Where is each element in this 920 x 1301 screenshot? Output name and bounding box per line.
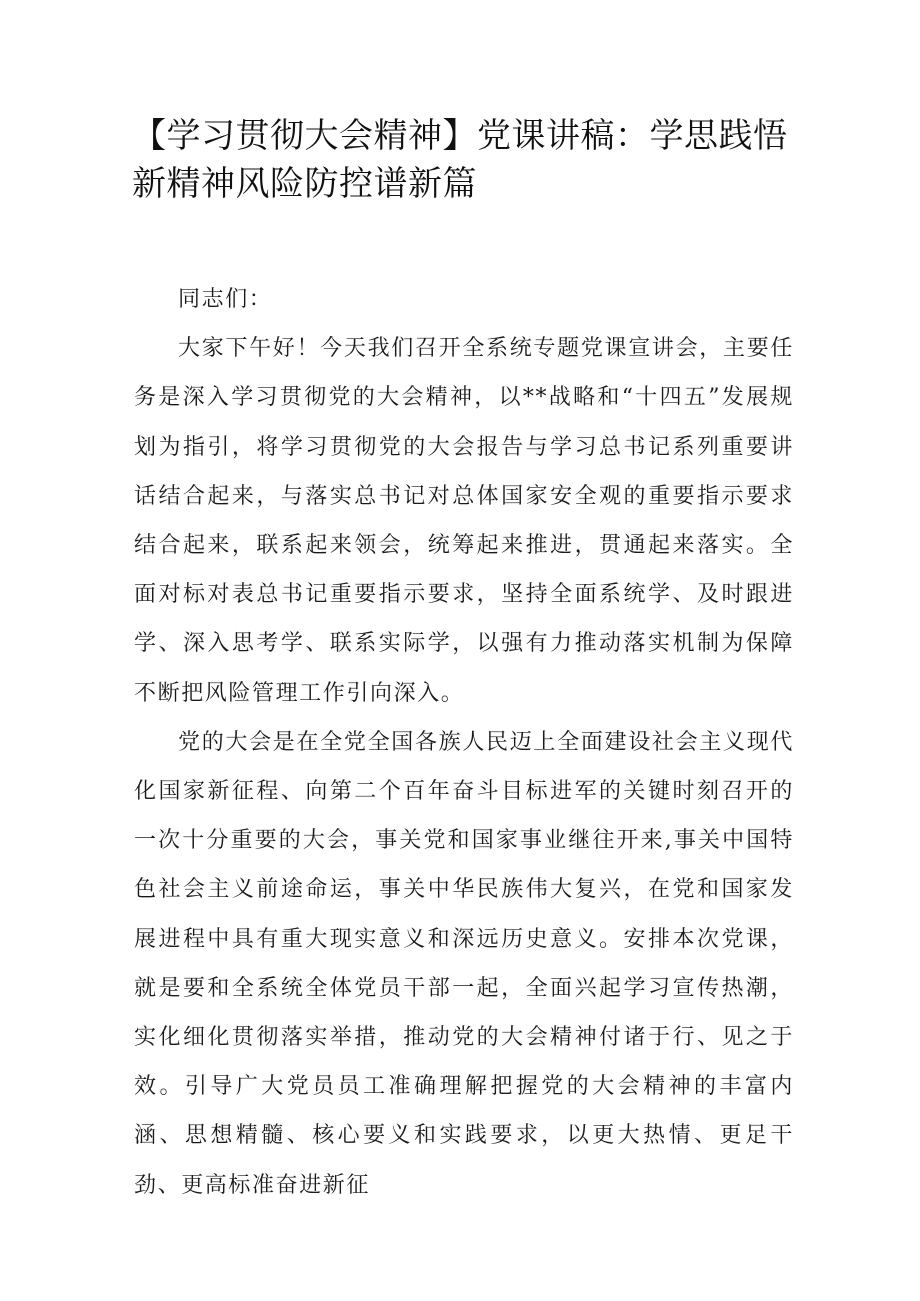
document-title: 【学习贯彻大会精神】党课讲稿：学思践悟新精神风险防控谱新篇 xyxy=(132,116,788,204)
paragraph: 大家下午好！今天我们召开全系统专题党课宣讲会，主要任务是深入学习贯彻党的大会精神，以**战略和“十四五”发展规划为指引，将学习贯彻党的大会报告与学习总书记系列重要讲话结合起来，与落实总书记对总体国家安全观的重要指示要求结合起来，联系起来领会，统筹起来推进，贯通起来落实。全面对标对表总书记重要指示要求，坚持全面系统学、及时跟进学、深入思考学、联系实际学，以强有力推动落实机制为保障不断把风险管理工作引向深入。 xyxy=(134,336,794,706)
document-body xyxy=(134,275,794,1210)
paragraph: 党的大会是在全党全国各族人民迈上全面建设社会主义现代化国家新征程、向第二个百年奋斗目标进军的关键时刻召开的一次十分重要的大会，事关党和国家事业继往开来,事关中国特色社会主义前途命运，事关中华民族伟大复兴，在党和国家发展进程中具有重大现实意义和深远历史意义。安排本次党课，就是要和全系统全体党员干部一起，全面兴起学习宣传热潮，实化细化贯彻落实举措，推动党的大会精神付诸于行、见之于效。引导广大党员员工准确理解把握党的大会精神的丰富内涵、思想精髓、核心要义和实践要求，以更大热情、更足干劲、更高标准奋进新征 xyxy=(134,729,794,1198)
salutation: 同志们： xyxy=(178,287,273,312)
